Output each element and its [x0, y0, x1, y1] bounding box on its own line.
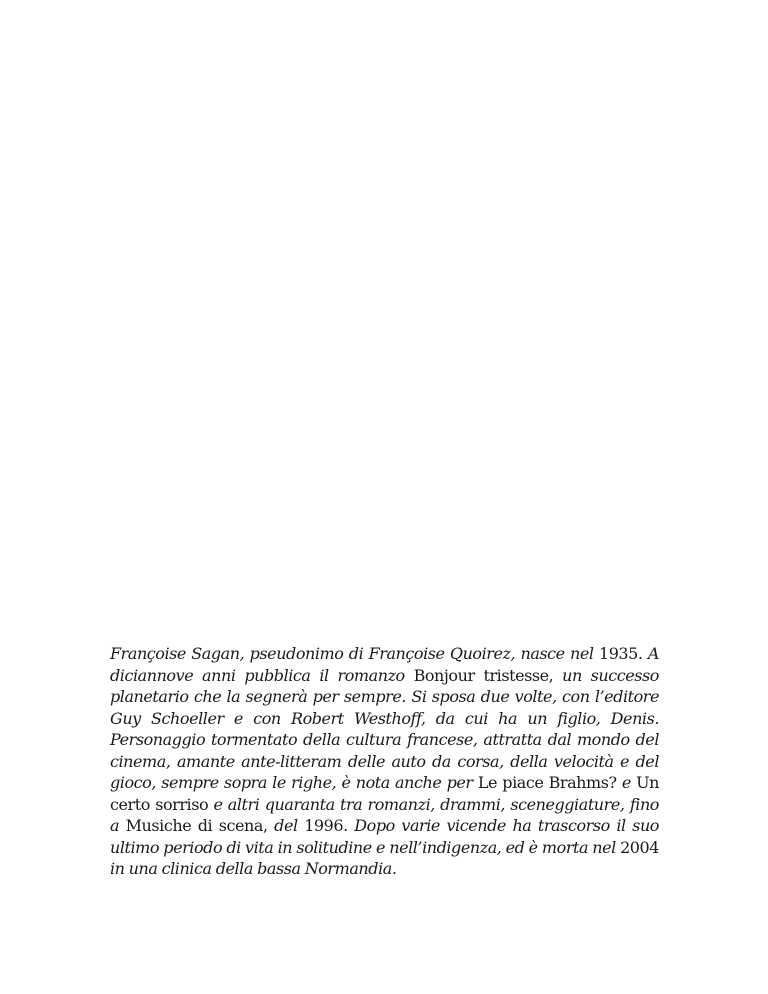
book-title: Un certo sorriso [110, 773, 660, 814]
birth-year: 1935. [598, 644, 643, 663]
book-title: Le piace Brahms? [477, 773, 617, 792]
book-title: Musiche di scena, [125, 816, 268, 835]
death-year: 2004 [620, 837, 659, 857]
bio-text-italic: Dopo varie vicende ha trascorso il suo ultimo periodo di vita in solitudine e nell’indigenza, ed è morta nel [110, 816, 659, 857]
bio-text-italic: in una clinica della bassa Normandia. [110, 859, 397, 878]
author-biography [110, 643, 659, 880]
bio-text-italic: un successo planetario che la segnerà per sempre. Si sposa due volte, con l’editore Guy Schoeller e con Robert Westhoff, da cui ha un figlio, Denis. Personaggio tormentato della cultura francese, attratta dal mondo del cinema, amante ante-litteram delle auto da corsa, della velocità e del gioco, sempre sopra le righe, è nota anche per [110, 665, 659, 792]
bio-text-italic: e altri quaranta tra romanzi, drammi, sceneggiature, fino a [110, 794, 659, 835]
bio-text-italic: Françoise Sagan, pseudonimo di Françoise Quoirez, nasce nel [110, 644, 599, 663]
year: 1996. [304, 816, 348, 835]
bio-text-italic: del [267, 816, 305, 835]
bio-text-italic: A diciannove anni pubblica il romanzo [110, 644, 659, 685]
book-title: Bonjour tristesse, [413, 665, 554, 685]
bio-text-italic: e [616, 773, 637, 792]
